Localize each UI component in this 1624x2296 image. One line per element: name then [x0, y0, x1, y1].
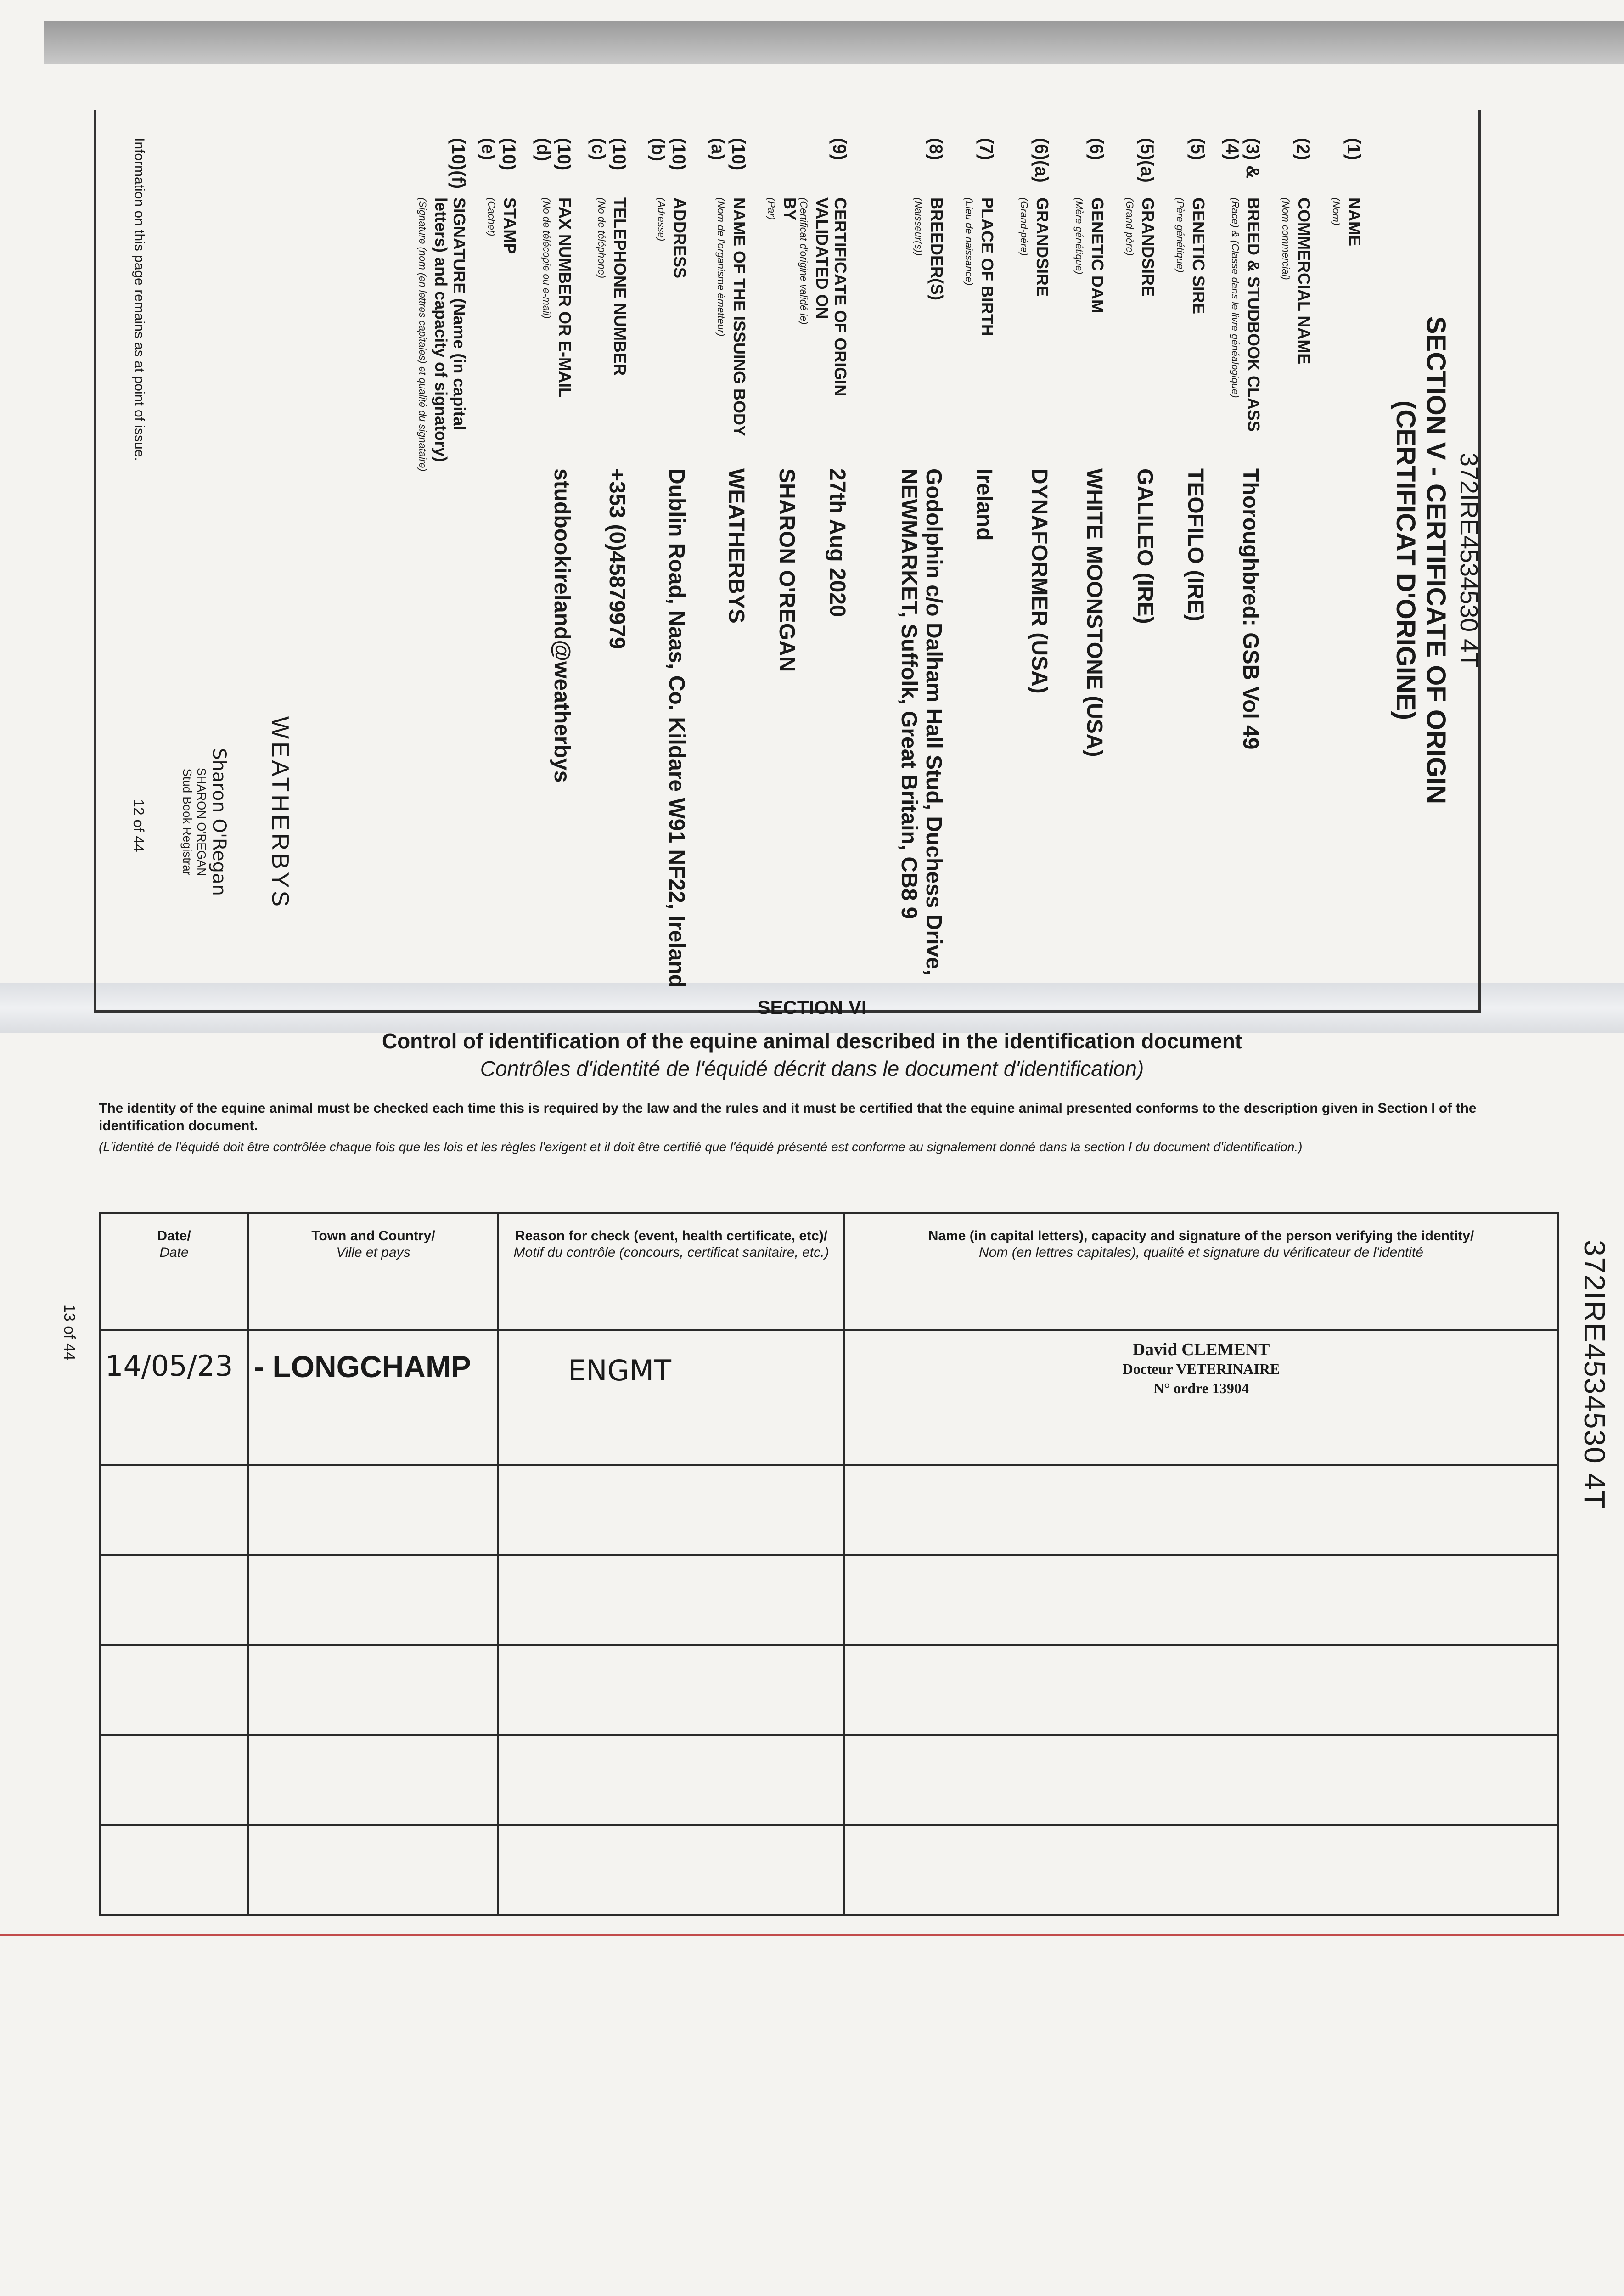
- page-number-12: 12 of 44: [130, 799, 147, 852]
- row-value: WHITE MOONSTONE (USA): [1082, 468, 1107, 757]
- certificate-row: [565, 138, 629, 1010]
- section5-title: [1390, 110, 1451, 1010]
- row-label: CERTIFICATE OF ORIGIN VALIDATED ON (Certificat d'origine validé le): [798, 197, 850, 397]
- col-town: Town and Country/ Ville et pays: [248, 1213, 498, 1330]
- table-row: [100, 1645, 1558, 1735]
- row-number: (10)(c): [588, 138, 629, 171]
- scan-edge-top: [44, 21, 1624, 64]
- section6-intro: The identity of the equine animal must be checked each time this is required by the law and the rules and it must be certified that the equine animal presented conforms to the description given in Section I of the identification document.: [99, 1101, 1477, 1133]
- row-label: BREEDER(S) (Naisseur(s)): [913, 197, 946, 301]
- row-number: (10)(a): [708, 138, 748, 171]
- empty-cell: [498, 1465, 844, 1555]
- verifier-number: N° ordre 13904: [1153, 1380, 1249, 1396]
- certificate-row: [1042, 138, 1107, 1010]
- page-number-13: 13 of 44: [61, 1304, 78, 1361]
- check-town: - LONGCHAMP: [248, 1330, 498, 1465]
- empty-cell: [844, 1465, 1558, 1555]
- row-label: GENETIC SIRE (Père génétique): [1174, 197, 1208, 315]
- row-number: (6)(a): [1031, 138, 1051, 183]
- verifier-stamp: [844, 1330, 1558, 1465]
- section5-reference: 372IRE4534530 4T: [1455, 452, 1483, 668]
- empty-cell: [248, 1645, 498, 1735]
- signature: Sharon O'Regan: [208, 748, 230, 896]
- row-value: DYNAFORMER (USA): [1027, 468, 1051, 694]
- row-label: ADDRESS (Adresse): [656, 197, 689, 279]
- empty-cell: [844, 1555, 1558, 1645]
- check-date: 14/05/23: [100, 1330, 248, 1465]
- empty-cell: [100, 1645, 248, 1735]
- row-value: studbookireland@weatherbys: [550, 468, 574, 783]
- empty-cell: [498, 1735, 844, 1825]
- signatory-role: Stud Book Registrar: [180, 768, 194, 876]
- row-label: NAME OF THE ISSUING BODY (Nom de l'organisme émetteur): [715, 197, 749, 437]
- empty-cell: [844, 1735, 1558, 1825]
- empty-cell: [248, 1465, 498, 1555]
- verifier-title: Docteur VETERINAIRE: [1122, 1361, 1280, 1377]
- footer-note: Information on this page remains as at point of issue.: [132, 138, 147, 461]
- row-label: TELEPHONE NUMBER (No de téléphone): [596, 197, 629, 376]
- section6-subtitle: Control of identification of the equine animal described in the identification document: [382, 1029, 1242, 1053]
- col-reason: Reason for check (event, health certificate, etc)/ Motif du contrôle (concours, certificat sanitaire, etc.): [498, 1213, 844, 1330]
- table-row: [100, 1555, 1558, 1645]
- table-row: [100, 1330, 1558, 1465]
- row-number: (10)(e): [478, 138, 519, 171]
- empty-cell: [100, 1735, 248, 1825]
- row-number: (2): [1293, 138, 1313, 160]
- row-label: PLACE OF BIRTH (Lieu de naissance): [963, 197, 997, 336]
- row-value: Dublin Road, Naas, Co. Kildare W91 NF22, Ireland: [664, 468, 689, 988]
- signatory-name: SHARON O'REGAN: [195, 767, 208, 877]
- row-label: GRANDSIRE (Grand-père): [1124, 197, 1158, 297]
- row-number: (8): [926, 138, 946, 160]
- row-number: (10)(d): [533, 138, 574, 171]
- row-value: GALILEO (IRE): [1133, 468, 1157, 624]
- table-row: [100, 1825, 1558, 1915]
- row-label: GRANDSIRE (Grand-père): [1018, 197, 1052, 297]
- row-number: (1): [1343, 138, 1364, 160]
- empty-cell: [844, 1825, 1558, 1915]
- empty-cell: [248, 1555, 498, 1645]
- empty-cell: [844, 1645, 1558, 1735]
- row-label: BY (Par): [766, 197, 799, 221]
- empty-cell: [248, 1825, 498, 1915]
- row-number: (10)(f): [448, 138, 468, 189]
- row-label: COMMERCIAL NAME (Nom commercial): [1280, 197, 1314, 365]
- row-number: (3) & (4): [1222, 138, 1263, 179]
- row-value: TEOFILO (IRE): [1183, 468, 1208, 622]
- certificate-row: [510, 138, 574, 1010]
- section6-reference: 372IRE4534530 4T: [1578, 1240, 1611, 1510]
- empty-cell: [100, 1555, 248, 1645]
- signatory-block: [180, 707, 230, 937]
- section6-intro-fr: (L'identité de l'équidé doit être contrôlée chaque fois que les lois et les règles l'exigent et il doit être certifié que l'équidé présenté est conforme au signalement donné dans la section I du document d'identification.): [99, 1140, 1303, 1154]
- section5-title-en: SECTION V - CERTIFICATE OF ORIGIN: [1421, 316, 1451, 805]
- row-number: (7): [976, 138, 996, 160]
- row-label: FAX NUMBER OR E-MAIL (No de télécopie ou e-mail): [541, 197, 574, 398]
- row-value: WEATHERBYS: [724, 468, 748, 624]
- certificate-row: [1198, 138, 1263, 1010]
- row-number: (6): [1086, 138, 1107, 160]
- empty-cell: [100, 1825, 248, 1915]
- table-row: [100, 1465, 1558, 1555]
- empty-cell: [100, 1465, 248, 1555]
- certificate-row: [684, 138, 748, 1010]
- row-number: (5)(a): [1137, 138, 1157, 183]
- row-value: Ireland: [972, 468, 996, 541]
- empty-cell: [498, 1555, 844, 1645]
- row-label: BREED & STUDBOOK CLASS (Race) & (Classe dans le livre généalogique): [1230, 197, 1263, 432]
- check-reason: ENGMT: [498, 1330, 844, 1465]
- row-value: +353 (0)45879979: [605, 468, 629, 649]
- certificate-of-origin-panel: [94, 110, 1481, 1013]
- col-date: Date/ Date: [100, 1213, 248, 1330]
- col-verifier: Name (in capital letters), capacity and signature of the person verifying the identity/ Nom (en lettres capitales), qualité et signature du vérificateur de l'identité: [844, 1213, 1558, 1330]
- section5-title-fr: (CERTIFICAT D'ORIGINE): [1391, 400, 1421, 720]
- certificate-row: [882, 138, 946, 1010]
- empty-cell: [498, 1645, 844, 1735]
- row-label: SIGNATURE (Name (in capital letters) and capacity of signatory) (Signature (nom (en lettres capitales) et qualité du signataire): [417, 197, 469, 472]
- row-value: Thoroughbred: GSB Vol 49: [1238, 468, 1263, 750]
- row-number: (9): [829, 138, 849, 160]
- empty-cell: [248, 1735, 498, 1825]
- section6-title: SECTION VI: [757, 996, 867, 1018]
- row-number: (10)(b): [648, 138, 689, 171]
- table-row: [100, 1735, 1558, 1825]
- row-value: 27th Aug 2020: [825, 468, 849, 617]
- certificate-row: [624, 138, 689, 1010]
- identity-checks-table: [99, 1212, 1559, 1916]
- weatherbys-stamp: WEATHERBYS: [267, 716, 293, 910]
- row-number: (5): [1187, 138, 1208, 160]
- row-label: GENETIC DAM (Mère génétique): [1073, 197, 1107, 313]
- certificate-row: [404, 138, 468, 1010]
- empty-cell: [498, 1825, 844, 1915]
- row-value: SHARON O'REGAN: [775, 468, 799, 672]
- section6-subtitle-fr: Contrôles d'identité de l'équidé décrit dans le document d'identification): [480, 1057, 1144, 1080]
- certificate-row: [987, 138, 1051, 1010]
- row-label: STAMP (Cachet): [486, 197, 519, 254]
- verifier-name: David CLEMENT: [1132, 1340, 1270, 1359]
- row-value: Godolphin c/o Dalham Hall Stud, Duchess Drive, NEWMARKET, Suffolk, Great Britain, CB8 9: [897, 468, 946, 976]
- row-label: NAME (Nom): [1331, 197, 1364, 246]
- scan-line: [0, 1934, 1624, 1936]
